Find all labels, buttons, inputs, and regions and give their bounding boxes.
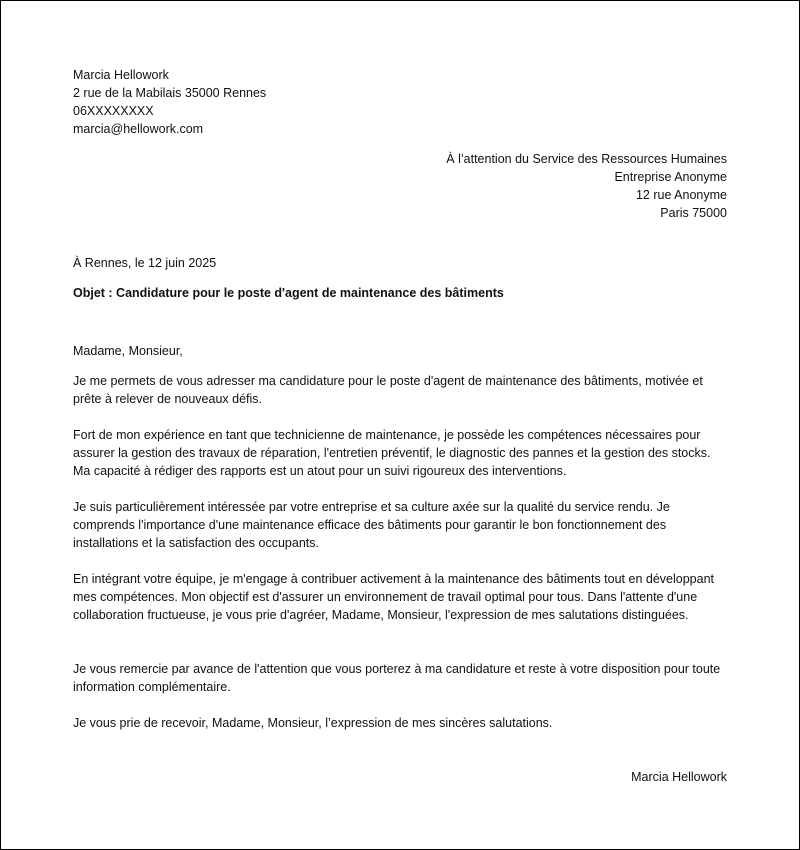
signature: Marcia Hellowork: [631, 770, 727, 784]
subject-line: Objet : Candidature pour le poste d'agent de maintenance des bâtiments: [73, 286, 504, 300]
date-line: À Rennes, le 12 juin 2025: [73, 256, 217, 270]
salutation: Madame, Monsieur,: [73, 344, 183, 358]
sender-phone: 06XXXXXXXX: [73, 104, 154, 118]
body-paragraph-1: Je me permets de vous adresser ma candidature pour le poste d'agent de maintenance des bâtiments, motivée et prête à relever de nouveaux défis.: [73, 374, 703, 406]
body-paragraph-2: Fort de mon expérience en tant que technicienne de maintenance, je possède les compétences nécessaires pour assurer la gestion des travaux de réparation, l'entretien préventif, le diagnostic des pannes et la gestion des stocks. Ma capacité à rédiger des rapports est un atout pour un suivi rigoureux des interventions.: [73, 428, 711, 478]
body-paragraph-6: Je vous prie de recevoir, Madame, Monsieur, l’expression de mes sincères salutations.: [73, 716, 553, 730]
sender-email: marcia@hellowork.com: [73, 122, 204, 136]
recipient-attention: À l’attention du Service des Ressources Humaines: [446, 152, 727, 166]
recipient-city: Paris 75000: [660, 206, 727, 220]
body-paragraph-5: Je vous remercie par avance de l'attention que vous porterez à ma candidature et reste à votre disposition pour toute information complémentaire.: [73, 662, 721, 694]
recipient-company: Entreprise Anonyme: [614, 170, 727, 184]
body-paragraph-4: En intégrant votre équipe, je m'engage à contribuer activement à la maintenance des bâtiments tout en développant mes compétences. Mon objectif est d'assurer un environnement de travail optimal pour tous. Dans l'attente d'une collaboration fructueuse, je vous prie d'agréer, Madame, Monsieur, l'expression de mes salutations distinguées.: [73, 572, 714, 622]
sender-name: Marcia Hellowork: [73, 68, 169, 82]
sender-address: 2 rue de la Mabilais 35000 Rennes: [73, 86, 267, 100]
body-paragraph-3: Je suis particulièrement intéressée par votre entreprise et sa culture axée sur la qualité du service rendu. Je comprends l'importance d'une maintenance efficace des bâtiments pour garantir le bon fonctionnement des installations et la satisfaction des occupants.: [73, 500, 670, 550]
recipient-street: 12 rue Anonyme: [635, 188, 727, 202]
